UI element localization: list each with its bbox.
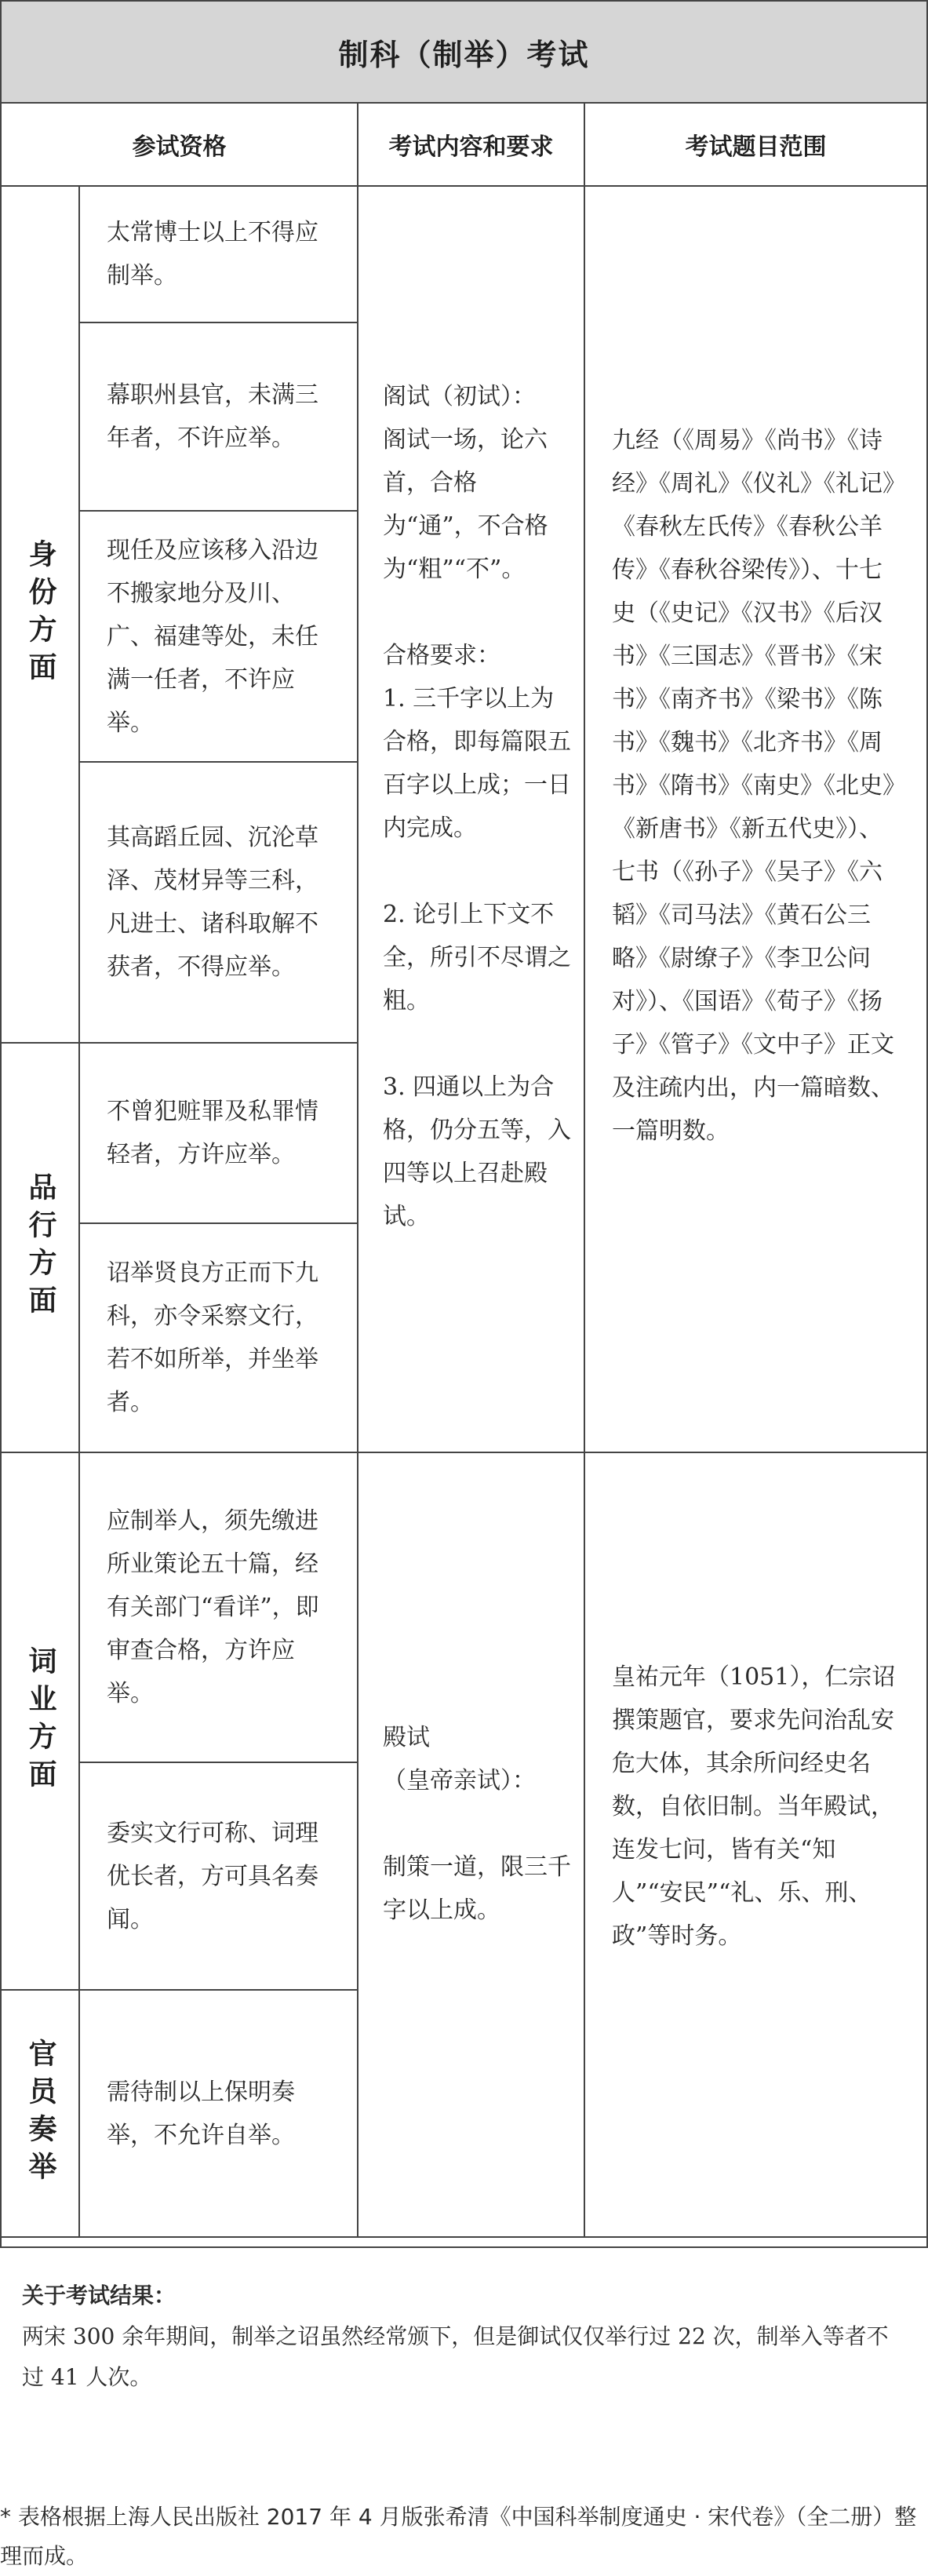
qualification-text: 不曾犯赃罪及私罪情轻者，方许应举。	[107, 1098, 318, 1168]
qualification-text: 诏举贤良方正而下九科，亦令采察文行，若不如所举，并坐举者。	[107, 1259, 318, 1416]
qualification-text: 委实文行可称、词理优长者，方可具名奏闻。	[107, 1819, 318, 1933]
col-divider-2	[584, 102, 585, 2236]
category-conduct: 品行方面	[24, 1172, 56, 1323]
content-palace-exam: 殿试 （皇帝亲试）： 制策一道，限三千字以上成。	[383, 1724, 571, 1924]
qualification-text: 需待制以上保明奏举，不允许自举。	[107, 2078, 295, 2149]
body-bottom	[0, 2236, 928, 2238]
summary-title: 关于考试结果：	[22, 2283, 177, 2308]
category-identity: 身份方面	[24, 539, 56, 690]
qualification-cell	[80, 763, 357, 1042]
category-literary: 词业方面	[24, 1645, 56, 1797]
stage-divider	[357, 1452, 928, 1453]
summary	[22, 2275, 908, 2398]
header-qualification: 参试资格	[132, 133, 227, 161]
qualification-text: 幕职州县官，未满三年者，不许应举。	[107, 381, 318, 452]
header-scope: 考试题目范围	[685, 133, 827, 161]
footnote: * 表格根据上海人民出版社 2017 年 4 月版张希清《中国科举制度通史 · 宋代卷》（全二册）整理而成。	[0, 2504, 917, 2569]
qualification-text: 其高蹈丘园、沉沦草泽、茂材异等三科，凡进士、诸科取解不获者，不得应举。	[107, 824, 318, 981]
qualification-cell	[80, 1044, 357, 1222]
border-top	[0, 0, 928, 2]
qualification-cell	[80, 1991, 357, 2236]
border-bottom	[0, 2246, 928, 2248]
header-content: 考试内容和要求	[388, 133, 554, 161]
qualification-cell	[80, 1763, 357, 1989]
col-divider-1	[357, 102, 358, 2236]
qualification-text: 应制举人，须先缴进所业策论五十篇，经有关部门“看详”，即审查合格，方许应举。	[107, 1507, 319, 1707]
scope-palace-exam: 皇祐元年（1051），仁宗诏撰策题官，要求先问治乱安危大体，其余所问经史名数，自依旧制。当年殿试，连发七问，皆有关“知人”“安民”“礼、乐、刑、政”等时务。	[612, 1663, 896, 1950]
category-recommend: 官员奏举	[24, 2038, 56, 2189]
qualification-text: 现任及应该移入沿边不搬家地分及川、广、福建等处，未任满一任者，不许应举。	[107, 536, 318, 737]
qualification-cell	[80, 512, 357, 761]
scope-pavilion-exam: 九经（《周易》《尚书》《诗经》《周礼》《仪礼》《礼记》《春秋左氏传》《春秋公羊传》《春秋谷梁传》）、十七史（《史记》《汉书》《后汉书》《三国志》《晋书》《宋书》《南齐书》《梁书》《陈书》《魏书》《北齐书》《周书》《隋书》《南史》《北史》《新唐书》《新五代史》）、七书（《孙子》《吴子》《六韬》《司马法》《黄石公三略》《尉缭子》《李卫公问对》）、《国语》《荀子》《扬子》《管子》《文中子》正文及注疏内出，内一篇暗数、一篇明数。	[612, 427, 894, 1145]
qualification-text: 太常博士以上不得应制举。	[107, 219, 318, 290]
summary-text: 两宋 300 余年期间，制举之诏虽然经常颁下，但是御试仅仅举行过 22 次，制举入等者不过 41 人次。	[22, 2323, 889, 2390]
qualification-cell	[80, 323, 357, 510]
content-pavilion-exam: 阁试（初试）： 阁试一场，论六首，合格为“通”，不合格为“粗”“不”。 合格要求： 1. 三千字以上为合格，即每篇限五百字以上成；一日内完成。 2. 论引上下文不全，所引不尽谓之粗。 3. 四通以上为合格，仍分五等，入四等以上召赴殿试。	[383, 383, 571, 1230]
qualification-cell	[80, 187, 357, 322]
qualification-cell	[80, 1224, 357, 1452]
table-title: 制科（制举）考试	[2, 2, 926, 102]
qualification-cell	[80, 1453, 357, 1762]
